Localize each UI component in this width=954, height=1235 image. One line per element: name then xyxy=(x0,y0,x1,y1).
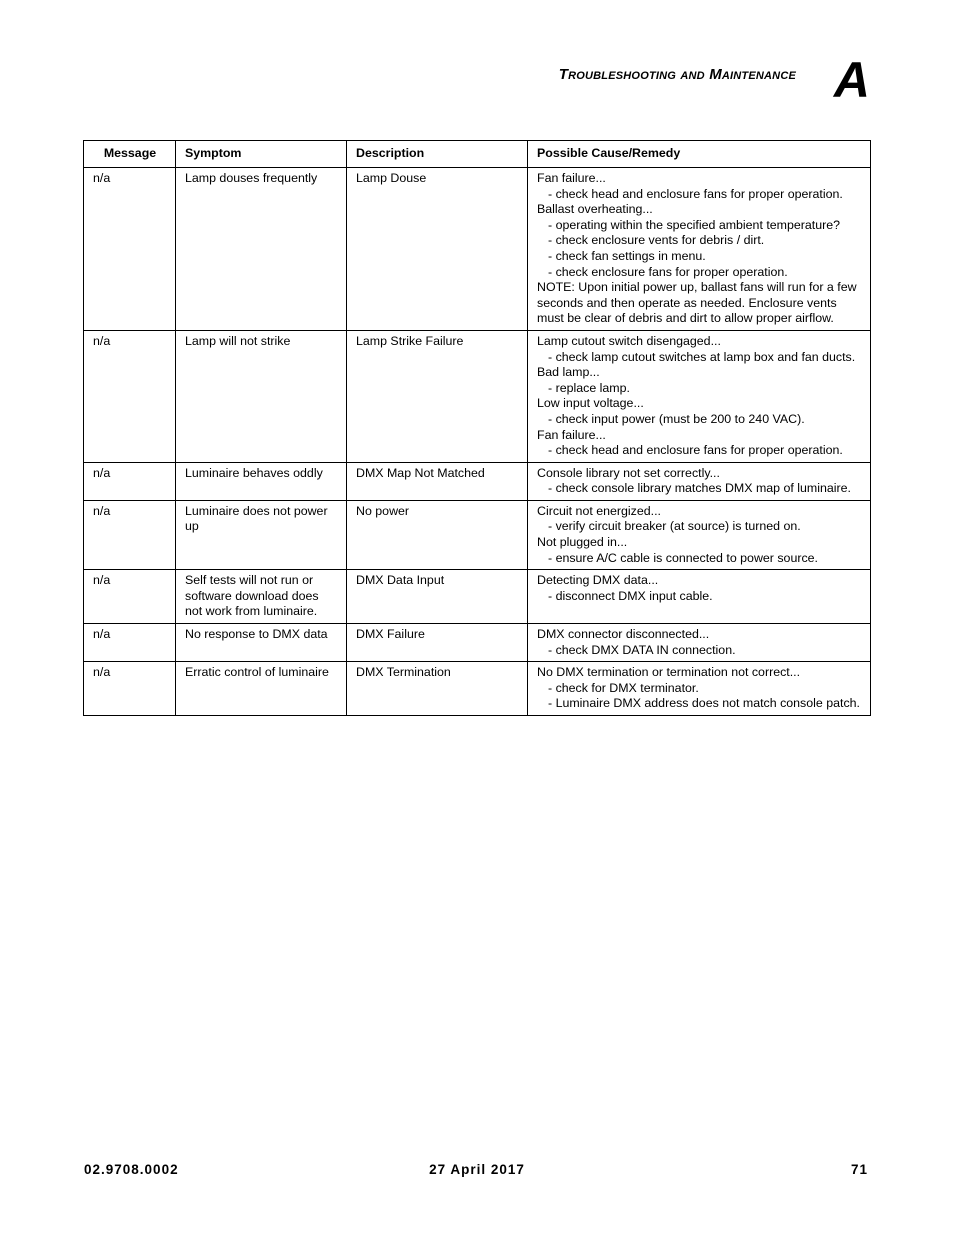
cell-description: DMX Map Not Matched xyxy=(347,462,528,500)
chapter-title: Troubleshooting and Maintenance xyxy=(558,66,796,83)
column-header-symptom: Symptom xyxy=(176,141,347,168)
column-header-message: Message xyxy=(84,141,176,168)
cell-message: n/a xyxy=(84,624,176,662)
remedy-line: - check enclosure vents for debris / dirt. xyxy=(548,233,765,248)
cell-description: No power xyxy=(347,500,528,569)
troubleshooting-table xyxy=(83,140,871,716)
cell-symptom: Self tests will not run or software download does not work from luminaire. xyxy=(176,570,347,624)
cell-message: n/a xyxy=(84,662,176,716)
table-row xyxy=(84,168,871,331)
cell-description: Lamp Strike Failure xyxy=(347,330,528,462)
cell-message: n/a xyxy=(84,330,176,462)
remedy-line: - verify circuit breaker (at source) is turned on. xyxy=(548,519,801,534)
cause-line: Bad lamp... xyxy=(537,365,600,380)
table-body xyxy=(84,168,871,716)
cell-symptom: Luminaire does not power up xyxy=(176,500,347,569)
remedy-line: - check fan settings in menu. xyxy=(548,248,706,263)
cause-line: Detecting DMX data... xyxy=(537,573,659,588)
cause-line: Lamp cutout switch disengaged... xyxy=(537,333,721,348)
chapter-letter: A xyxy=(833,52,870,108)
cell-cause xyxy=(528,462,871,500)
remedy-line: - check head and enclosure fans for proper operation. xyxy=(548,443,843,458)
remedy-line: - disconnect DMX input cable. xyxy=(548,588,713,603)
remedy-line: - check input power (must be 200 to 240 VAC). xyxy=(548,411,805,426)
column-header-cause: Possible Cause/Remedy xyxy=(528,141,871,168)
cell-symptom: No response to DMX data xyxy=(176,624,347,662)
footer-page-number: 71 xyxy=(850,1162,868,1177)
cell-cause xyxy=(528,330,871,462)
table-row xyxy=(84,624,871,662)
cause-line: Fan failure... xyxy=(537,427,606,442)
cell-symptom: Lamp will not strike xyxy=(176,330,347,462)
cause-line: NOTE: Upon initial power up, ballast fans will run for a few seconds and then operate as needed. Enclosure vents must be clear of debris and dirt to allow proper airflow. xyxy=(537,280,857,326)
cell-cause xyxy=(528,168,871,331)
cause-line: Fan failure... xyxy=(537,171,606,185)
cause-line: DMX connector disconnected... xyxy=(537,627,710,642)
cell-message: n/a xyxy=(84,500,176,569)
remedy-line: - check console library matches DMX map of luminaire. xyxy=(548,481,851,496)
cell-description: DMX Termination xyxy=(347,662,528,716)
cell-message: n/a xyxy=(84,570,176,624)
table-row xyxy=(84,330,871,462)
footer-doc-number: 02.9708.0002 xyxy=(84,1162,179,1177)
cell-message: n/a xyxy=(84,168,176,331)
cell-symptom: Luminaire behaves oddly xyxy=(176,462,347,500)
remedy-line: - ensure A/C cable is connected to power source. xyxy=(548,550,818,565)
cell-cause xyxy=(528,662,871,716)
cell-description: DMX Data Input xyxy=(347,570,528,624)
column-header-description: Description xyxy=(347,141,528,168)
cell-symptom: Erratic control of luminaire xyxy=(176,662,347,716)
cause-line: Ballast overheating... xyxy=(537,202,653,217)
cause-line: Not plugged in... xyxy=(537,535,628,550)
cause-line: Low input voltage... xyxy=(537,396,644,411)
cell-cause xyxy=(528,624,871,662)
cause-line: Circuit not energized... xyxy=(537,503,661,518)
cell-cause xyxy=(528,500,871,569)
cell-cause xyxy=(528,570,871,624)
table-row xyxy=(84,662,871,716)
remedy-line: - check enclosure fans for proper operation. xyxy=(548,264,788,279)
remedy-line: - Luminaire DMX address does not match console patch. xyxy=(548,696,860,711)
cause-line: Console library not set correctly... xyxy=(537,465,720,480)
cell-description: Lamp Douse xyxy=(347,168,528,331)
remedy-line: - check for DMX terminator. xyxy=(548,680,699,695)
remedy-line: - replace lamp. xyxy=(548,380,630,395)
table-row xyxy=(84,570,871,624)
cell-description: DMX Failure xyxy=(347,624,528,662)
table-row xyxy=(84,462,871,500)
remedy-line: - check DMX DATA IN connection. xyxy=(548,642,736,657)
cell-message: n/a xyxy=(84,462,176,500)
cell-symptom: Lamp douses frequently xyxy=(176,168,347,331)
footer-date: 27 April 2017 xyxy=(429,1162,525,1177)
table-row xyxy=(84,500,871,569)
remedy-line: - check head and enclosure fans for proper operation. xyxy=(548,186,843,201)
cause-line: No DMX termination or termination not correct... xyxy=(537,665,801,680)
remedy-line: - check lamp cutout switches at lamp box and fan ducts. xyxy=(548,349,856,364)
table-header-row xyxy=(84,141,871,168)
remedy-line: - operating within the specified ambient temperature? xyxy=(548,217,841,232)
